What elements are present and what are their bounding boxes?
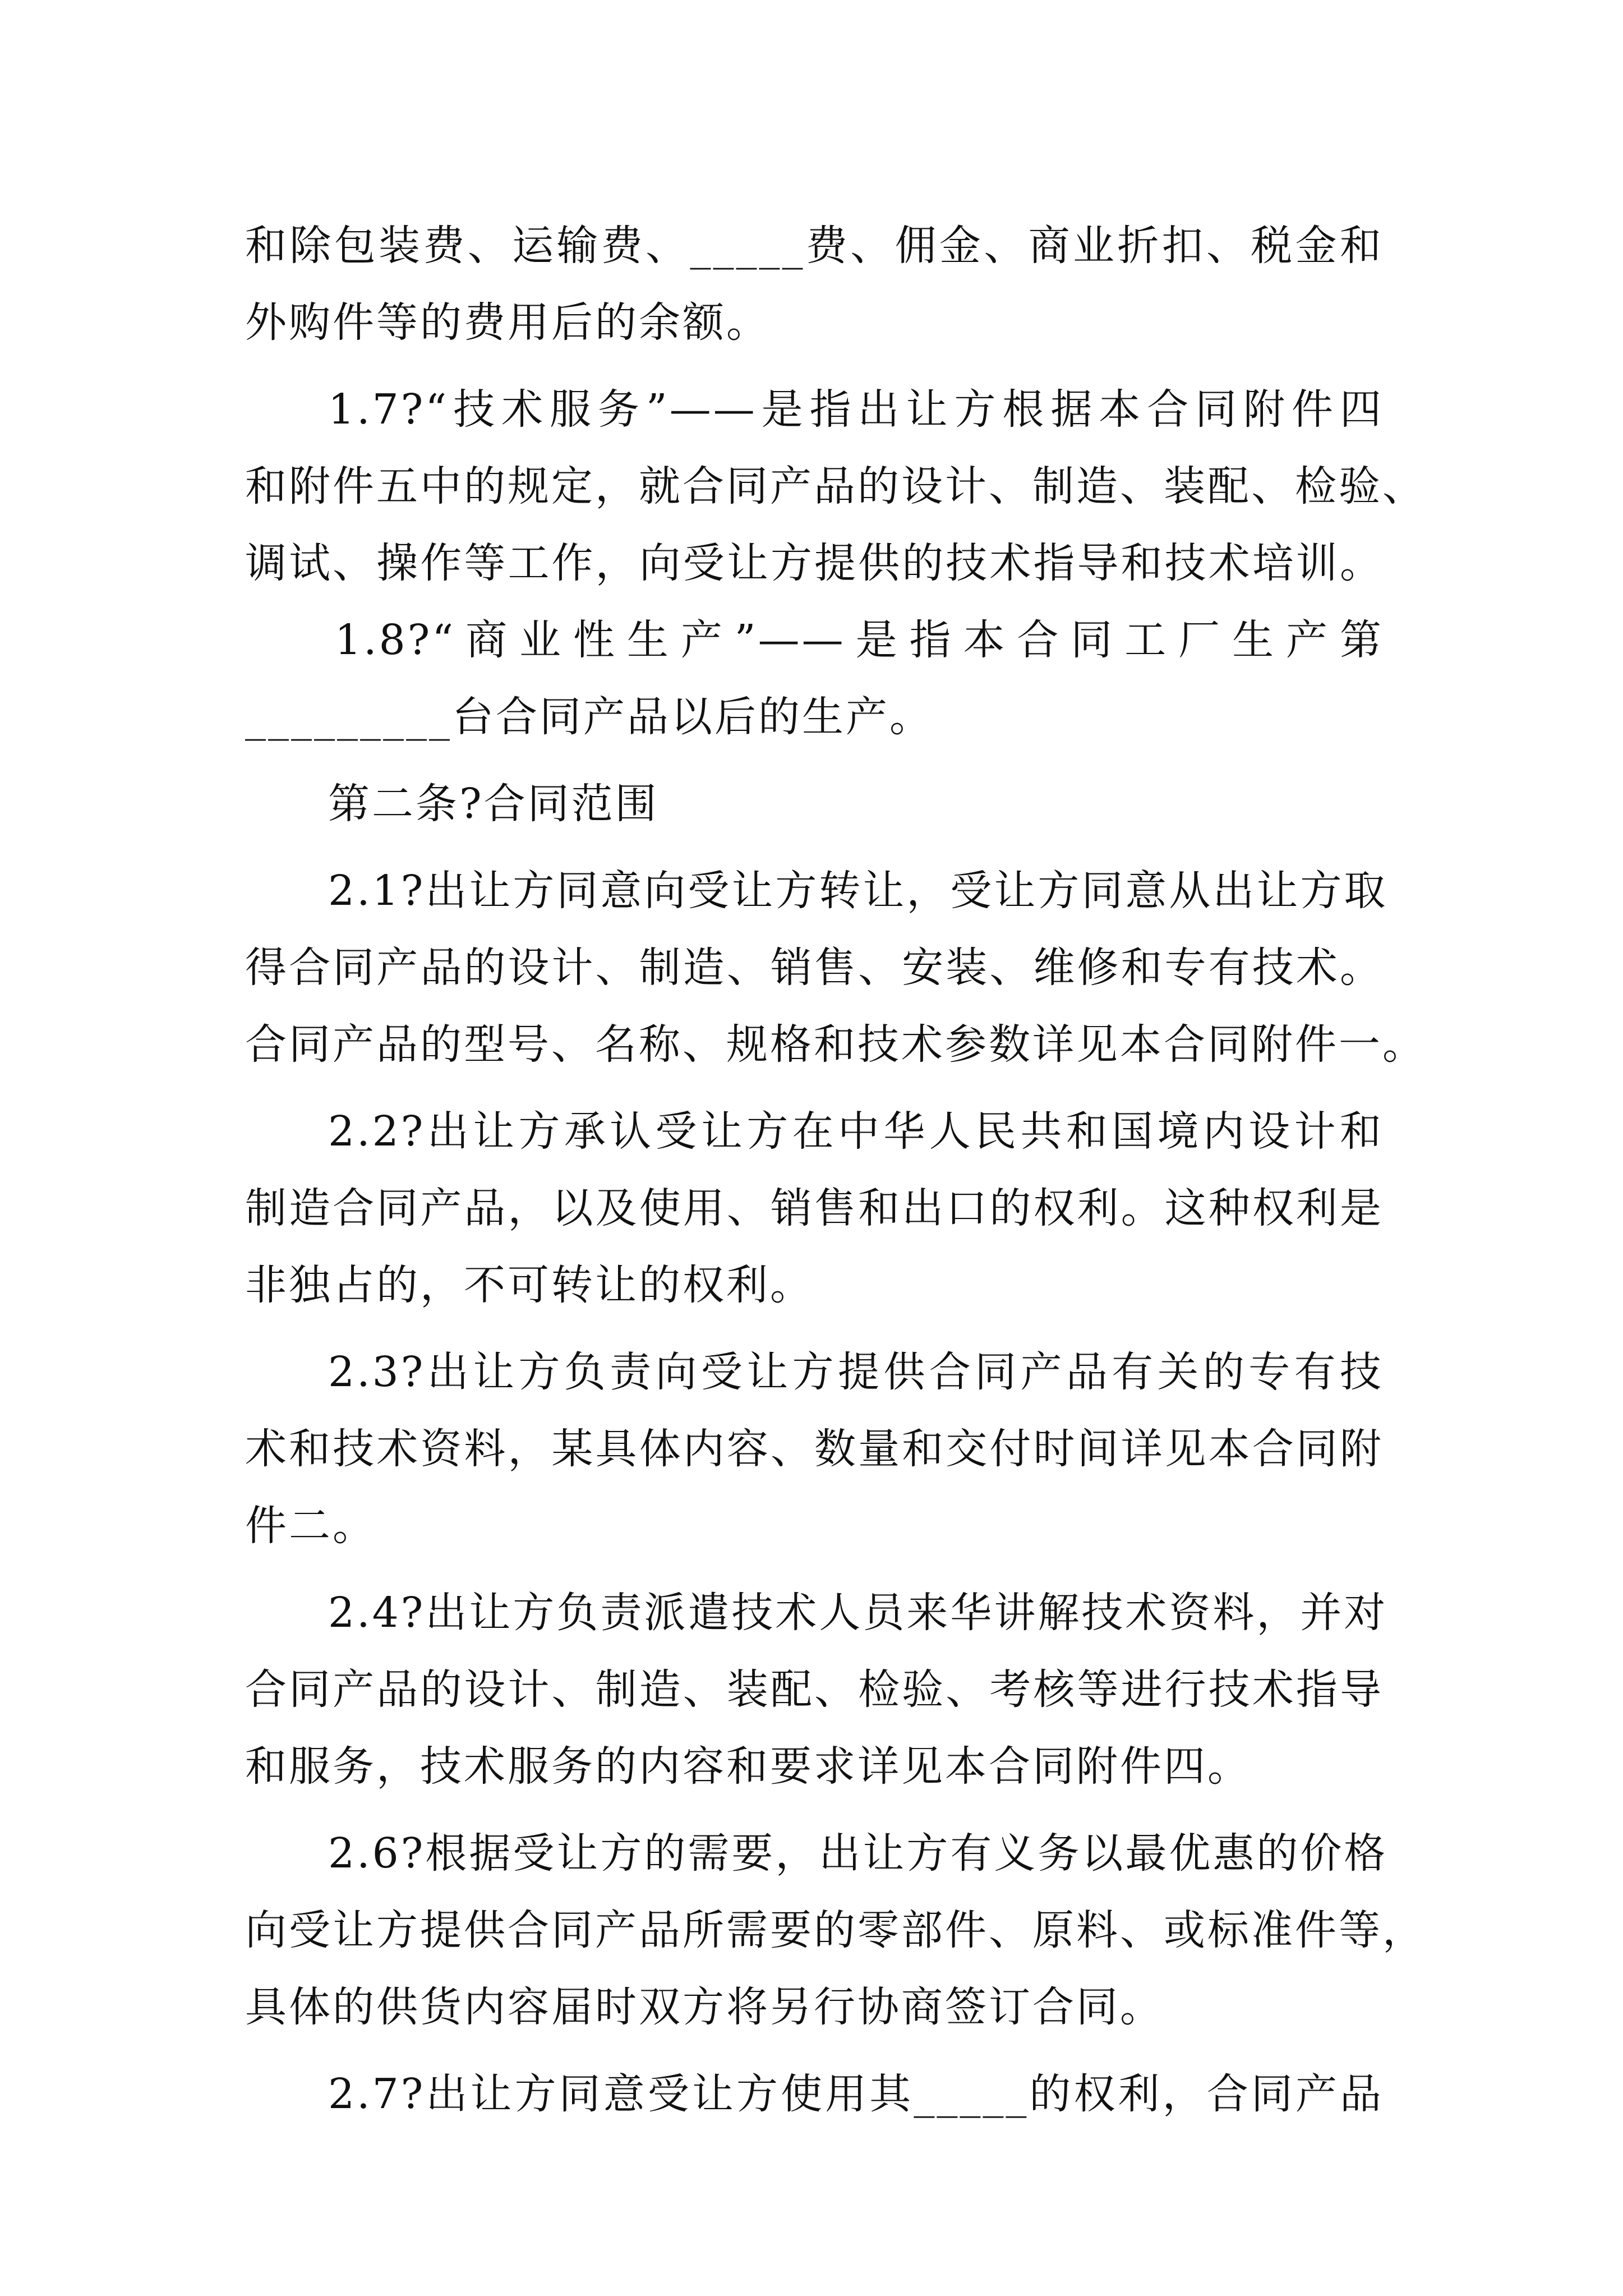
text-line: 和除包装费、运输费、_____费、佣金、商业折扣、税金和	[245, 222, 1384, 270]
text-line: 2.6?根据受让方的需要，出让方有义务以最优惠的价格	[328, 1829, 1388, 1878]
text-line: 2.4?出让方负责派遣技术人员来华讲解技术资料，并对	[328, 1589, 1388, 1637]
text-line: 具体的供货内容届时双方将另行协商签订合同。	[245, 1983, 1164, 2031]
text-line: 和服务，技术服务的内容和要求详见本合同附件四。	[245, 1742, 1251, 1791]
section-heading: 第二条?合同范围	[328, 780, 659, 828]
text-line: 和附件五中的规定，就合同产品的设计、制造、装配、检验、	[245, 462, 1426, 510]
text-line: 术和技术资料，某具体内容、数量和交付时间详见本合同附	[245, 1425, 1384, 1473]
text-line: 2.7?出让方同意受让方使用其_____的权利，合同产品	[328, 2070, 1384, 2118]
text-line: 1.8?“商业性生产”——是指本合同工厂生产第	[335, 616, 1384, 664]
text-line: 2.2?出让方承认受让方在中华人民共和国境内设计和	[328, 1107, 1384, 1156]
contract-text	[245, 208, 1426, 2133]
text-line: 合同产品的型号、名称、规格和技术参数详见本合同附件一。	[245, 1020, 1426, 1069]
text-line: 合同产品的设计、制造、装配、检验、考核等进行技术指导	[245, 1665, 1384, 1714]
text-line: 非独占的，不可转让的权利。	[245, 1261, 814, 1309]
text-line: 制造合同产品，以及使用、销售和出口的权利。这种权利是	[245, 1184, 1384, 1232]
text-line: 外购件等的费用后的余额。	[245, 298, 770, 347]
text-line: 调试、操作等工作，向受让方提供的技术指导和技术培训。	[245, 539, 1384, 587]
text-line: _________台合同产品以后的生产。	[245, 693, 933, 741]
text-line: 得合同产品的设计、制造、销售、安装、维修和专有技术。	[245, 944, 1384, 992]
text-line: 向受让方提供合同产品所需要的零部件、原料、或标准件等，	[245, 1906, 1426, 1954]
text-line: 2.1?出让方同意向受让方转让，受让方同意从出让方取	[328, 867, 1388, 915]
text-line: 1.7?“技术服务”——是指出让方根据本合同附件四	[328, 385, 1384, 434]
text-line: 件二。	[245, 1502, 376, 1550]
text-line: 2.3?出让方负责向受让方提供合同产品有关的专有技	[328, 1348, 1384, 1396]
